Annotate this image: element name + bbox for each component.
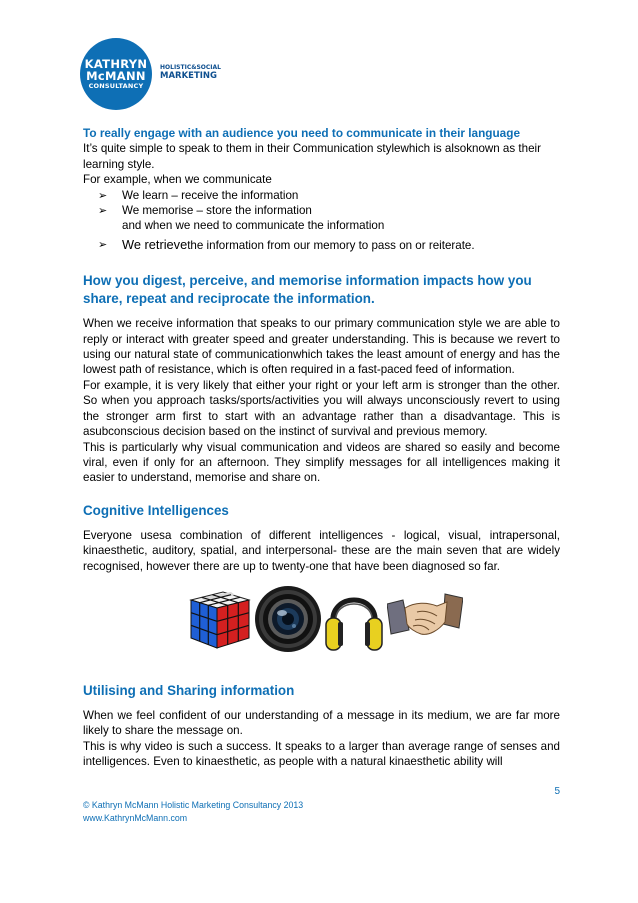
rubiks-cube-icon	[187, 586, 253, 652]
logo-text-consultancy: CONSULTANCY	[88, 82, 144, 91]
logo-text-mcmann: McMANN	[86, 69, 146, 84]
section-heading-cognitive: Cognitive Intelligences	[83, 502, 229, 518]
intelligence-images-row	[83, 582, 560, 658]
bullet-list	[83, 237, 560, 253]
page-body	[83, 126, 560, 770]
paragraph: This is why video is such a success. It speaks to a larger than average range of senses and intelligences. Even to kinaesthetic, as people with a natural kinaesthetic ability will	[83, 739, 560, 769]
camera-lens-icon	[253, 584, 323, 654]
list-item-text-large: We retrieve	[122, 236, 188, 252]
logo-tagline-marketing: MARKETING	[160, 70, 218, 81]
paragraph: When we feel confident of our understanding of a message in its medium, we are far more likely to share the message on.	[83, 708, 560, 738]
logo-text-kathryn: KATHRYN	[84, 57, 148, 72]
logo-tagline	[160, 65, 250, 82]
arrow-bullet-icon: ➢	[98, 188, 108, 202]
list-item-text: We learn – receive the information	[122, 188, 299, 202]
list-item-text: We memorise – store the information	[122, 204, 312, 218]
paragraph: It’s quite simple to speak to them in their Communication stylewhich is alsoknown as their learning style.	[83, 142, 541, 171]
footer-copyright: © Kathryn McMann Holistic Marketing Consultancy 2013	[83, 800, 304, 810]
arrow-bullet-icon: ➢	[98, 237, 108, 251]
section-heading-utilising: Utilising and Sharing information	[83, 682, 295, 698]
paragraph: Everyone usesa combination of different intelligences - logical, visual, intrapersonal, kinaesthetic, auditory, spatial, and interpersonal- these are the main seven that are widely recognised, however there are up to twenty-one that have been diagnosed so far.	[83, 528, 560, 573]
paragraph: When we receive information that speaks to our primary communication style we are able to reply or interact with greater speed and greater understanding. This is because we revert to using our natural state of communicationwhich takes the least amount of energy and has the lowest path of resistance, which is often required in a fast-paced feed of information.	[83, 317, 560, 377]
section-heading-digest: How you digest, perceive, and memorise information impacts how you share, repeat and reciprocate the information.	[83, 273, 532, 307]
logo-circle	[80, 38, 152, 110]
logo-tagline-holistic: HOLISTIC&SOCIAL	[160, 64, 221, 71]
list-item	[98, 237, 560, 253]
arrow-bullet-icon: ➢	[98, 204, 108, 218]
headphones-icon	[323, 584, 385, 654]
bullet-list	[83, 188, 560, 219]
list-item	[98, 188, 560, 203]
list-item-continuation: and when we need to communicate the information	[122, 219, 385, 233]
page-number: 5	[554, 786, 560, 797]
company-logo	[80, 38, 240, 110]
paragraph: For example, when we communicate	[83, 173, 272, 187]
footer-website-link[interactable]: www.KathrynMcMann.com	[83, 812, 188, 823]
section-heading-engage: To really engage with an audience you need to communicate in their language	[83, 126, 521, 140]
paragraph: This is particularly why visual communication and videos are shared so easily and become viral, even if only for an afternoon. They simplify messages for all intelligences making it easier to understand, memorise and share on.	[83, 440, 560, 485]
page-footer	[83, 786, 560, 824]
paragraph: For example, it is very likely that either your right or your left arm is stronger than the other. So when you approach tasks/sports/activities you will always unconsciously revert to using the stronger arm first to start with an advantage rather than a disadvantage. This is asubconscious decision based on the instinct of survival and previous memory.	[83, 378, 560, 439]
handshake-icon	[387, 590, 463, 646]
list-item-text: the information from our memory to pass on or reiterate.	[187, 238, 475, 252]
list-item	[98, 203, 560, 218]
